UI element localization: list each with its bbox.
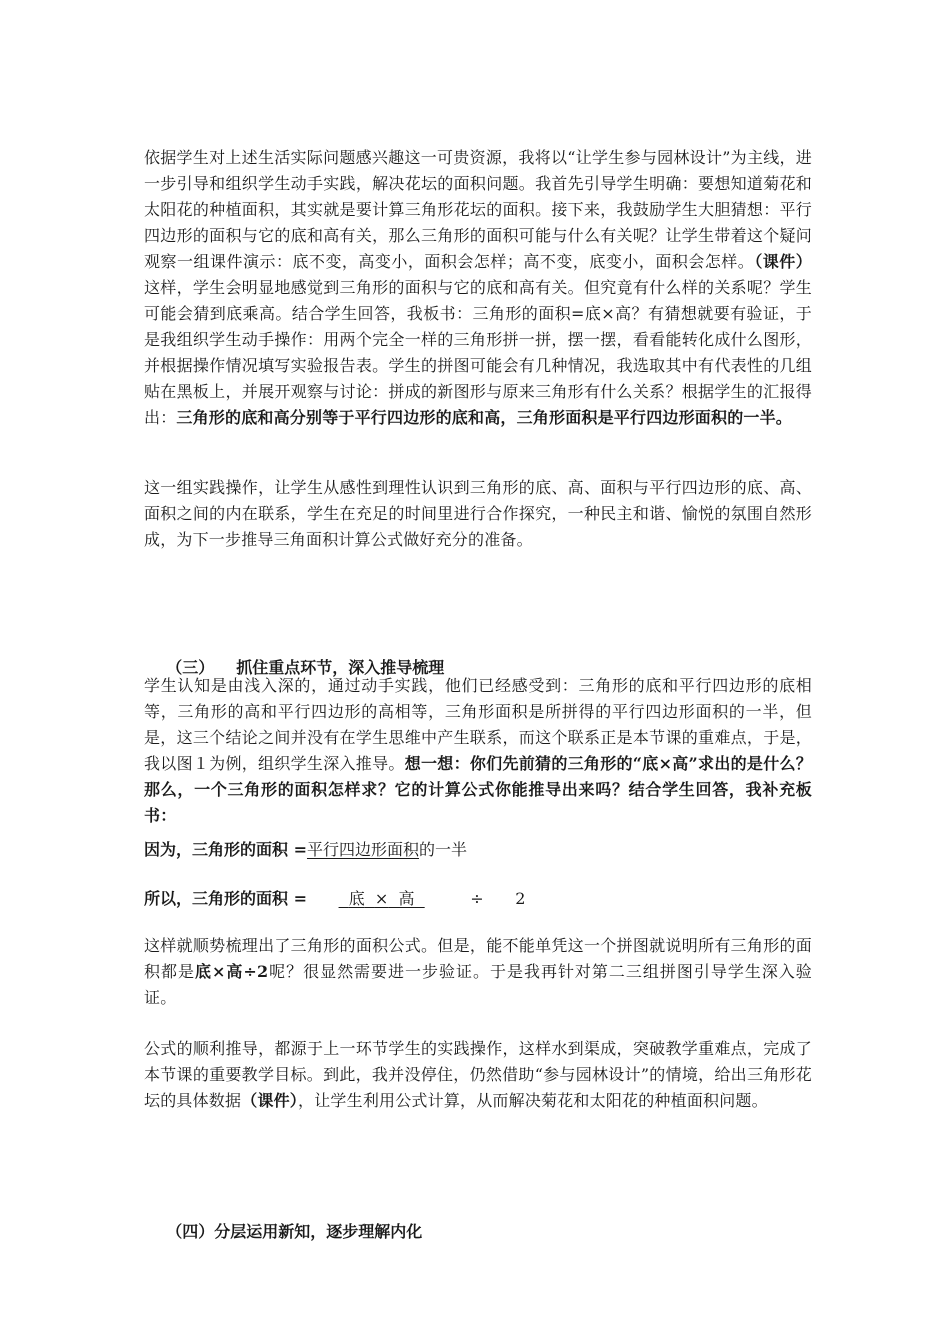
conclusion-text: 三角形的底和高分别等于平行四边形的底和高，三角形面积是平行四边形面积的一半。 (176, 408, 793, 427)
paragraph-text: ，让学生利用公式计算，从而解决菊花和太阳花的种植面积问题。 (298, 1091, 768, 1110)
courseware-tag: （课件） (241, 1091, 299, 1110)
paragraph-text: 依据学生对上述生活实际问题感兴趣这一可贵资源，我将以“让学生参与园林设计”为主线，进一步引导和组织学生动手实践，解决花坛的面积问题。我首先引导学生明确：要想知道菊花和太阳花的种植面积，其实就是要计算三角形花坛的面积。接下来，我鼓励学生大胆猜想：平行四边形的面积与它的底和高有关，那么三角形的面积可能与什么有关呢？让学生带着这个疑问观察一组课件演示：底不变，高变小，面积会怎样；高不变，底变小，面积会怎样。 (144, 148, 812, 271)
formula-lead: 因为，三角形的面积 = (144, 840, 307, 859)
formula-two: 2 (515, 889, 526, 908)
formula-underlined-term: 平行四边形面积 (306, 840, 419, 859)
formula-lead: 所以，三角形的面积 = (144, 889, 307, 908)
formula-therefore (144, 886, 525, 912)
section-number: （三） (166, 658, 215, 677)
paragraph-verify (144, 933, 812, 1011)
formula-divide: ÷ (470, 889, 484, 908)
section-title: （四）分层运用新知，逐步理解内化 (166, 1222, 423, 1241)
paragraph-application (144, 1036, 812, 1114)
section-heading-4 (144, 1193, 422, 1271)
formula-height: 高 (398, 889, 415, 908)
formula-because (144, 837, 467, 863)
formula-base: 底 (348, 889, 365, 908)
question-text: 想一想：你们先前猜的三角形的“底×高”求出的是什么？那么，一个三角形的面积怎样求？它的计算公式你能推导出来吗？结合学生回答，我补充板书： (144, 754, 813, 825)
paragraph-text: 学生认知是由浅入深的，通过动手实践，他们已经感受到：三角形的底和平行四边形的底相等，三角形的高和平行四边形的高相等，三角形面积是所拼得的平行四边形面积的一半，但是，这三个结论之间并没有在学生思维中产生联系，而这个联系正是本节课的重难点，于是，我以图１为例，组织学生深入推导。 (144, 676, 812, 773)
paragraph-text: 这样，学生会明显地感觉到三角形的面积与它的底和高有关。但究竟有什么样的关系呢？学生可能会猜到底乘高。结合学生回答，我板书：三角形的面积=底×高？有猜想就要有验证，于是我组织学生动手操作：用两个完全一样的三角形拼一拼，摆一摆，看看能转化成什么图形，并根据操作情况填写实验报告表。学生的拼图可能会有几种情况，我选取其中有代表性的几组贴在黑板上，并展开观察与讨论：拼成的新图形与原来三角形有什么关系？根据学生的汇报得出： (144, 278, 812, 427)
paragraph-text: 这样就顺势梳理出了三角形的面积公式。但是，能不能单凭这一个拼图就说明所有三角形的面积都是 (144, 936, 812, 981)
paragraph-derivation (144, 673, 812, 829)
paragraph-practice (144, 145, 812, 431)
section-title: 抓住重点环节，深入推导梳理 (236, 658, 445, 677)
paragraph-text: 呢？很显然需要进一步验证。于是我再针对第二三组拼图引导学生深入验证。 (144, 962, 813, 1007)
formula-numerator (339, 886, 425, 912)
courseware-tag: （课件） (754, 252, 812, 271)
paragraph-summary (144, 475, 812, 553)
paragraph-text: 公式的顺利推导，都源于上一环节学生的实践操作，这样水到渠成，突破教学重难点，完成了本节课的重要教学目标。到此，我并没停住，仍然借助“参与园林设计”的情境，给出三角形花坛的具体数据 (144, 1039, 812, 1110)
formula-inline: 底×高÷2 (194, 962, 269, 981)
formula-times: × (374, 889, 389, 908)
paragraph-text: 这一组实践操作，让学生从感性到理性认识到三角形的底、高、面积与平行四边形的底、高、面积之间的内在联系，学生在充足的时间里进行合作探究，一种民主和谐、愉悦的氛围自然形成，为下一步推导三角面积计算公式做好充分的准备。 (144, 478, 812, 549)
formula-tail: 的一半 (419, 840, 468, 859)
